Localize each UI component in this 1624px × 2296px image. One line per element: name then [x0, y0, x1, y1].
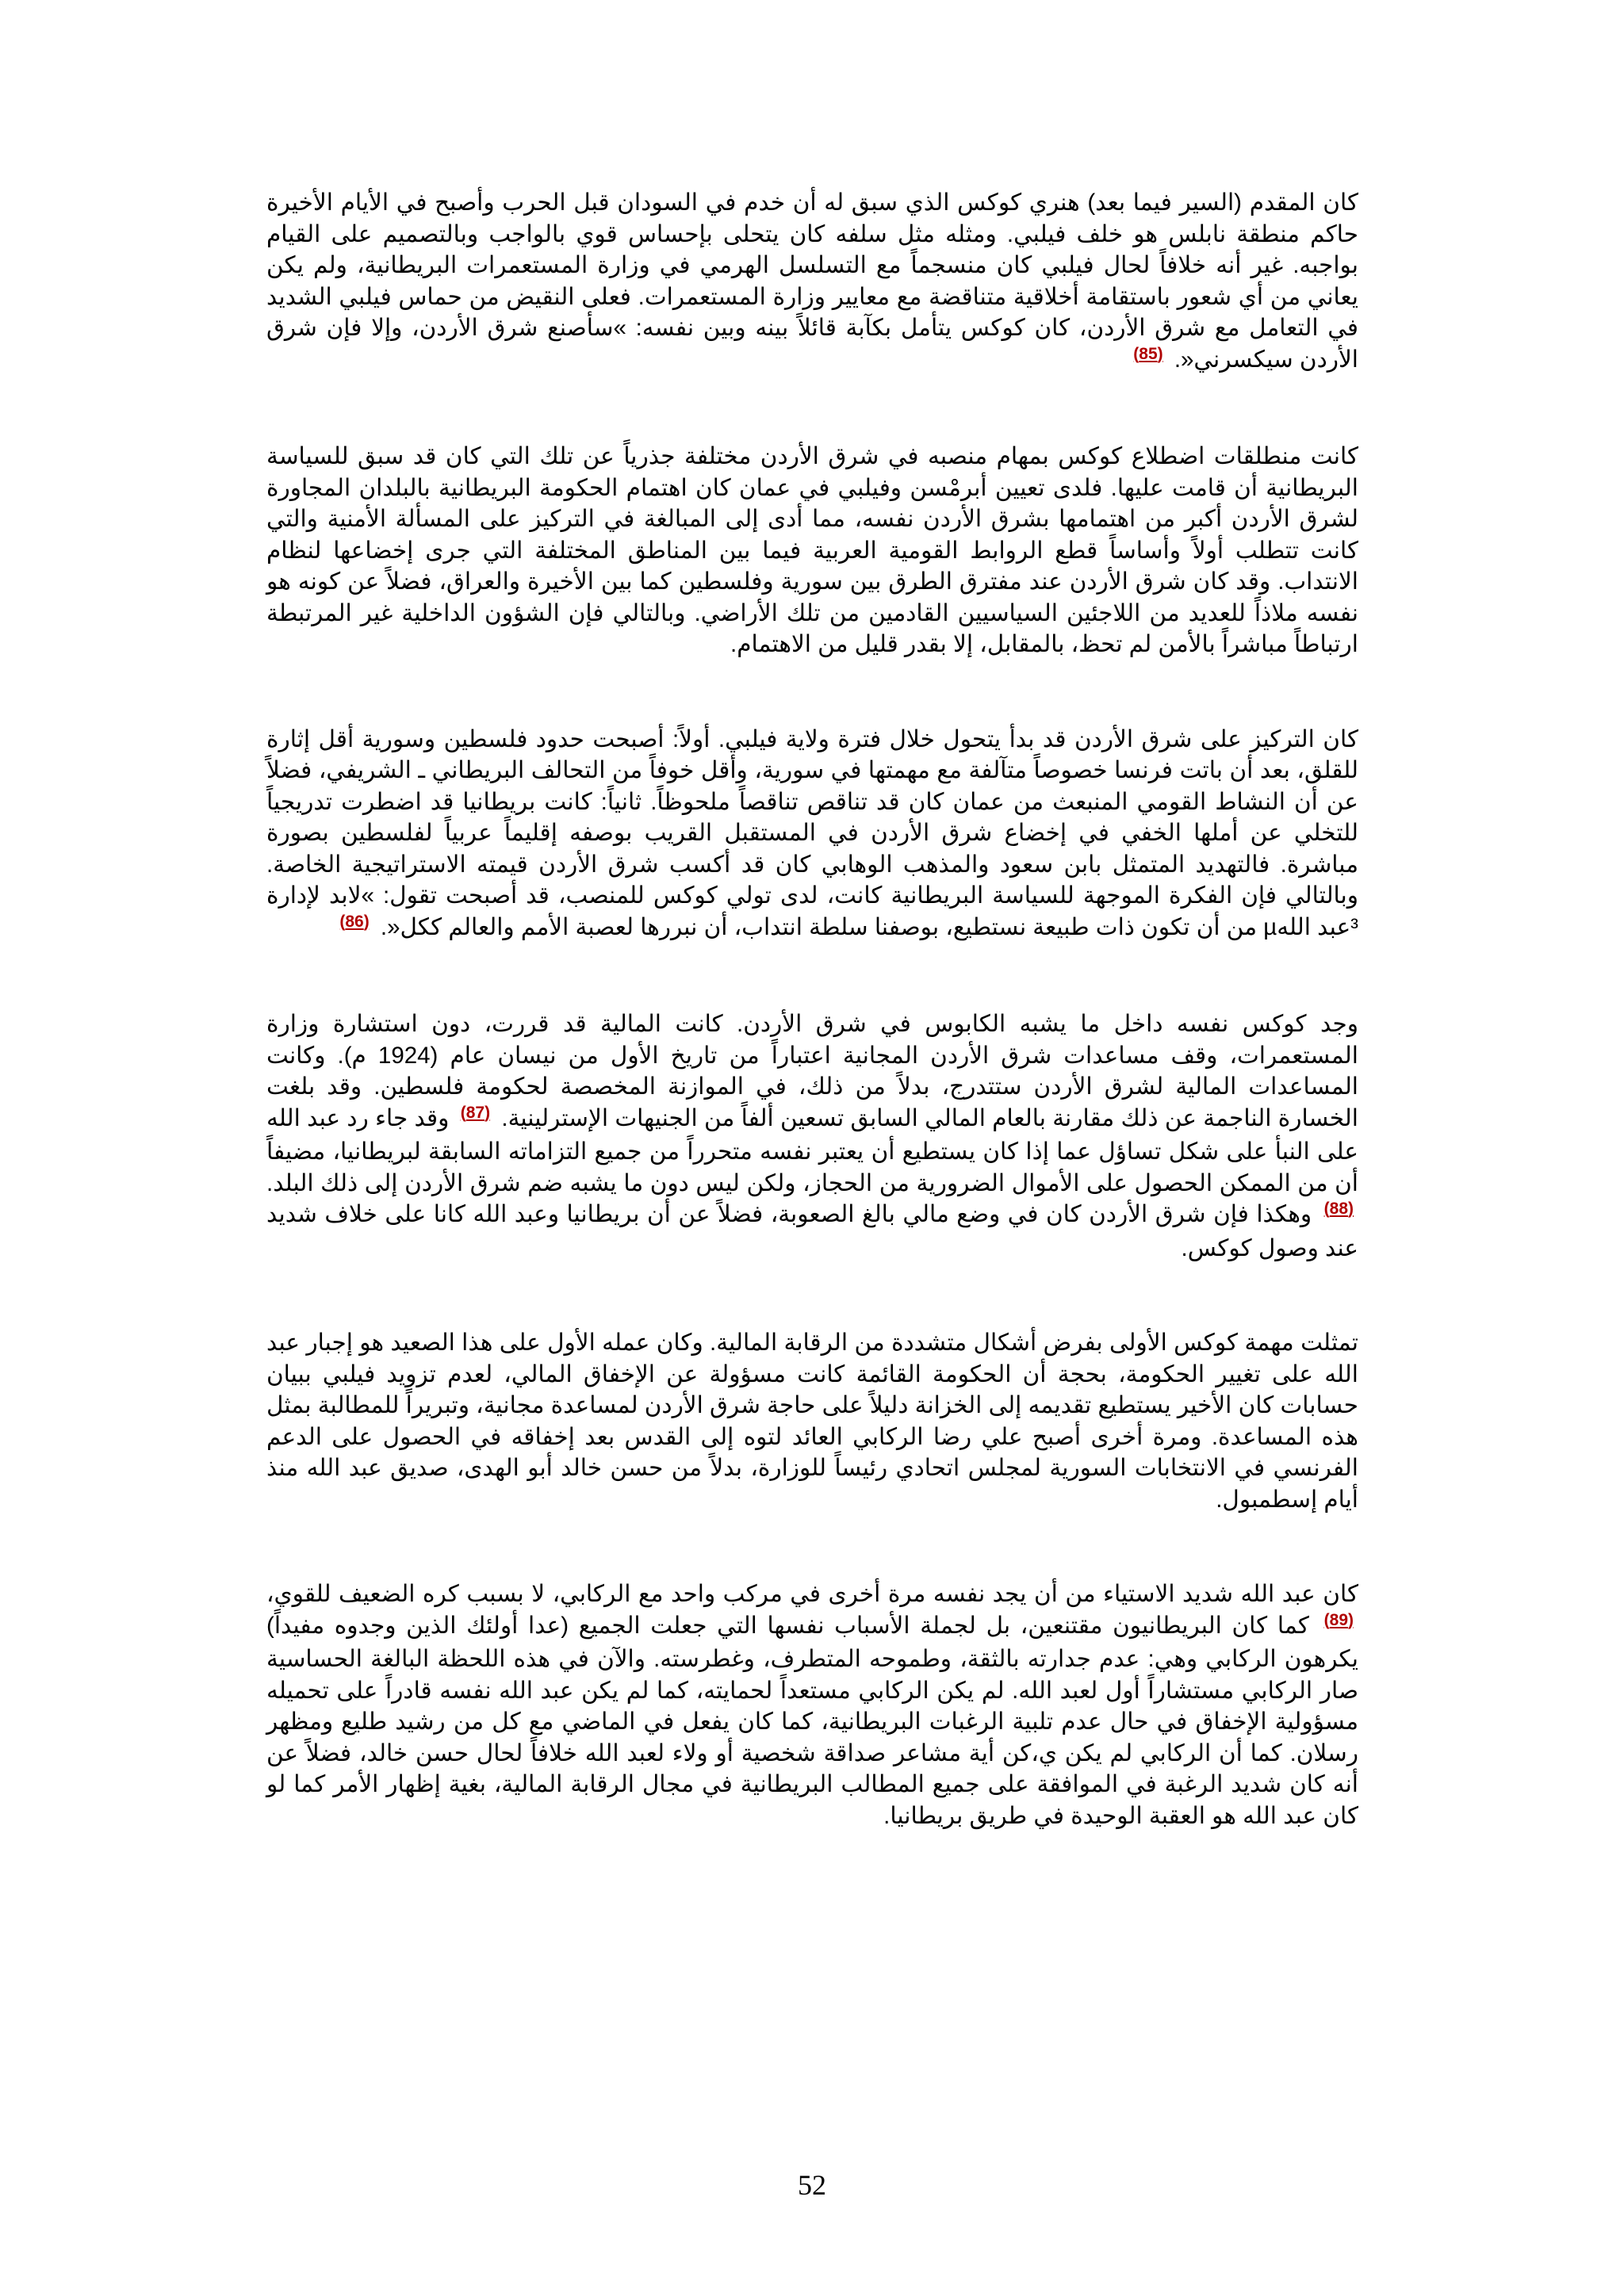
paragraph: [266, 1008, 1358, 1264]
footnote-reference-link[interactable]: (88): [1323, 1200, 1354, 1218]
paragraph-text: وجد كوكس نفسه داخل ما يشبه الكابوس في شرق الأردن. كانت المالية قد قررت، دون استشارة وزارة المستعمرات، وقف مساعدات شرق الأردن المجانية اعتباراً من تاريخ الأول من نيسان عام (1924 م). وكانت المساعدات المالية لشرق الأردن ستتدرج، بدلاً من ذلك، في الموازنة المخصصة لحكومة فلسطين. وقد بلغت الخسارة الناجمة عن ذلك مقارنة بالعام المالي السابق تسعين ألفاً من الجنيهات الإسترلينية.: [266, 1011, 1358, 1131]
page-number: 52: [798, 2169, 826, 2201]
paragraph: [266, 1327, 1358, 1515]
paragraph: [266, 1578, 1358, 1831]
paragraph: [266, 187, 1358, 377]
paragraph-text: كان التركيز على شرق الأردن قد بدأ يتحول خلال فترة ولاية فيلبي. أولاً: أصبحت حدود فلسطين وسورية أقل إثارة للقلق، بعد أن باتت فرنسا خصوصاً متآلفة مع مهمتها في سورية، وأقل خوفاً من التحالف البريطاني ـ الشريفي، فضلاً عن أن النشاط القومي المنبعث من عمان كان قد تناقص تناقصاً ملحوظاً. ثانياً: كانت بريطانيا قد اضطرت تدريجياً للتخلي عن أملها الخفي في إخضاع شرق الأردن في المستقبل القريب بوصفه إقليماً عربياً لفلسطين بصورة مباشرة. فالتهديد المتمثل بابن سعود والمذهب الوهابي كان قد أكسب شرق الأردن قيمته الاستراتيجية الخاصة. وبالتالي فإن الفكرة الموجهة للسياسة البريطانية كانت، لدى تولي كوكس للمنصب، قد أصبحت تقول: »لابد لإدارة ³عبد اللهµ من أن تكون ذات طبيعة نستطيع، بوصفنا سلطة انتداب، أن نبررها لعصبة الأمم والعالم ككل«.: [266, 725, 1358, 940]
footnote-reference-link[interactable]: (85): [1133, 344, 1163, 363]
footnote-reference-link[interactable]: (87): [460, 1103, 491, 1122]
paragraph-text: كانت منطلقات اضطلاع كوكس بمهام منصبه في شرق الأردن مختلفة جذرياً عن تلك التي كان قد سبق للسياسة البريطانية أن قامت عليها. فلدى تعيين أبرمْسن وفيلبي في عمان كان اهتمام الحكومة البريطانية بالبلدان المجاورة لشرق الأردن أكبر من اهتمامها بشرق الأردن نفسه، مما أدى إلى المبالغة في التركيز على المسألة الأمنية والتي كانت تتطلب أولاً وأساساً قطع الروابط القومية العربية فيما بين المناطق المختلفة التي جرى إخضاعها لنظام الانتداب. وقد كان شرق الأردن عند مفترق الطرق بين سورية وفلسطين كما بين الأخيرة والعراق، فضلاً عن كونه هو نفسه ملاذاً للعديد من اللاجئين السياسيين القادمين من تلك الأراضي. وبالتالي فإن الشؤون الداخلية غير المرتبطة ارتباطاً مباشراً بالأمن لم تحظ، بالمقابل، إلا بقدر قليل من الاهتمام.: [266, 443, 1358, 657]
footnote-reference-link[interactable]: (86): [339, 912, 370, 931]
paragraph-text: وقد جاء رد عبد الله على النبأ على شكل تساؤل عما إذا كان يستطيع أن يعتبر نفسه متحرراً من جميع التزاماته السابقة لبريطانيا، مضيفاً أن من الممكن الحصول على الأموال الضرورية من الحجاز، ولكن ليس دون ما يشبه ضم شرق الأردن إلى ذلك البلد.: [266, 1104, 1358, 1196]
paragraph: [266, 441, 1358, 660]
paragraph-text: كان المقدم (السير فيما بعد) هنري كوكس الذي سبق له أن خدم في السودان قبل الحرب وأصبح في الأيام الأخيرة حاكم منطقة نابلس هو خلف فيلبي. ومثله مثل سلفه كان يتحلى بإحساس قوي بالواجب وبالتصميم على القيام بواجبه. غير أنه خلافاً لحال فيلبي كان منسجماً مع التسلسل الهرمي في وزارة المستعمرات البريطانية، ولم يكن يعاني من أي شعور باستقامة أخلاقية متناقضة مع معايير وزارة المستعمرات. فعلى النقيض من حماس فيلبي الشديد في التعامل مع شرق الأردن، كان كوكس يتأمل بكآبة قائلاً بينه وبين نفسه: »سأصنع شرق الأردن، وإلا فإن شرق الأردن سيكسرني«.: [266, 189, 1358, 373]
paragraph-text: كما كان البريطانيون مقتنعين، بل لجملة الأسباب نفسها التي جعلت الجميع (عدا أولئك الذين وجدوه مفيداً) يكرهون الركابي وهي: عدم جدارته بالثقة، وطموحه المتطرف، وغطرسته. والآن في هذه اللحظة البالغة الحساسية صار الركابي مستشاراً أول لعبد الله. لم يكن الركابي مستعداً لحمايته، كما لم يكن عبد الله نفسه قادراً على تحميله مسؤولية الإخفاق في حال عدم تلبية الرغبات البريطانية، كما كان يفعل في الماضي مع كل من رشيد طليع ومظهر رسلان. كما أن الركابي لم يكن ي،كن أية مشاعر صداقة شخصية أو ولاء لعبد الله خلافاً لحال حسن خالد، فضلاً عن أنه كان شديد الرغبة في الموافقة على جميع المطالب البريطانية في مجال الرقابة المالية، بغية إظهار الأمر كما لو كان عبد الله هو العقبة الوحيدة في طريق بريطانيا.: [266, 1612, 1358, 1829]
paragraph-text: تمثلت مهمة كوكس الأولى بفرض أشكال متشددة من الرقابة المالية. وكان عمله الأول على هذا الصعيد هو إجبار عبد الله على تغيير الحكومة، بحجة أن الحكومة القائمة كانت مسؤولة عن الإخفاق المالي، لعدم تزويد فيلبي ببيان حسابات كان الأخير يستطيع تقديمه إلى الخزانة دليلاً على حاجة شرق الأردن لمساعدة مجانية، وتبريراً للمطالبة بمثل هذه المساعدة. ومرة أخرى أصبح علي رضا الركابي العائد لتوه إلى القدس بعد إخفاقه في الحصول على الدعم الفرنسي في الانتخابات السورية لمجلس اتحادي رئيساً للوزارة، بدلاً من حسن خالد أبو الهدى، صديق عبد الله منذ أيام إسطمبول.: [266, 1330, 1358, 1513]
footnote-reference-link[interactable]: (89): [1323, 1610, 1354, 1629]
paragraph: [266, 724, 1358, 946]
paragraph-text: كان عبد الله شديد الاستياء من أن يجد نفسه مرة أخرى في مركب واحد مع الركابي، لا بسبب كره الضعيف للقوي،: [266, 1581, 1358, 1607]
document-body: [266, 187, 1358, 1895]
paragraph-text: وهكذا فإن شرق الأردن كان في وضع مالي بالغ الصعوبة، فضلاً عن أن بريطانيا وعبد الله كانا على خلاف شديد عند وصول كوكس.: [266, 1201, 1358, 1261]
